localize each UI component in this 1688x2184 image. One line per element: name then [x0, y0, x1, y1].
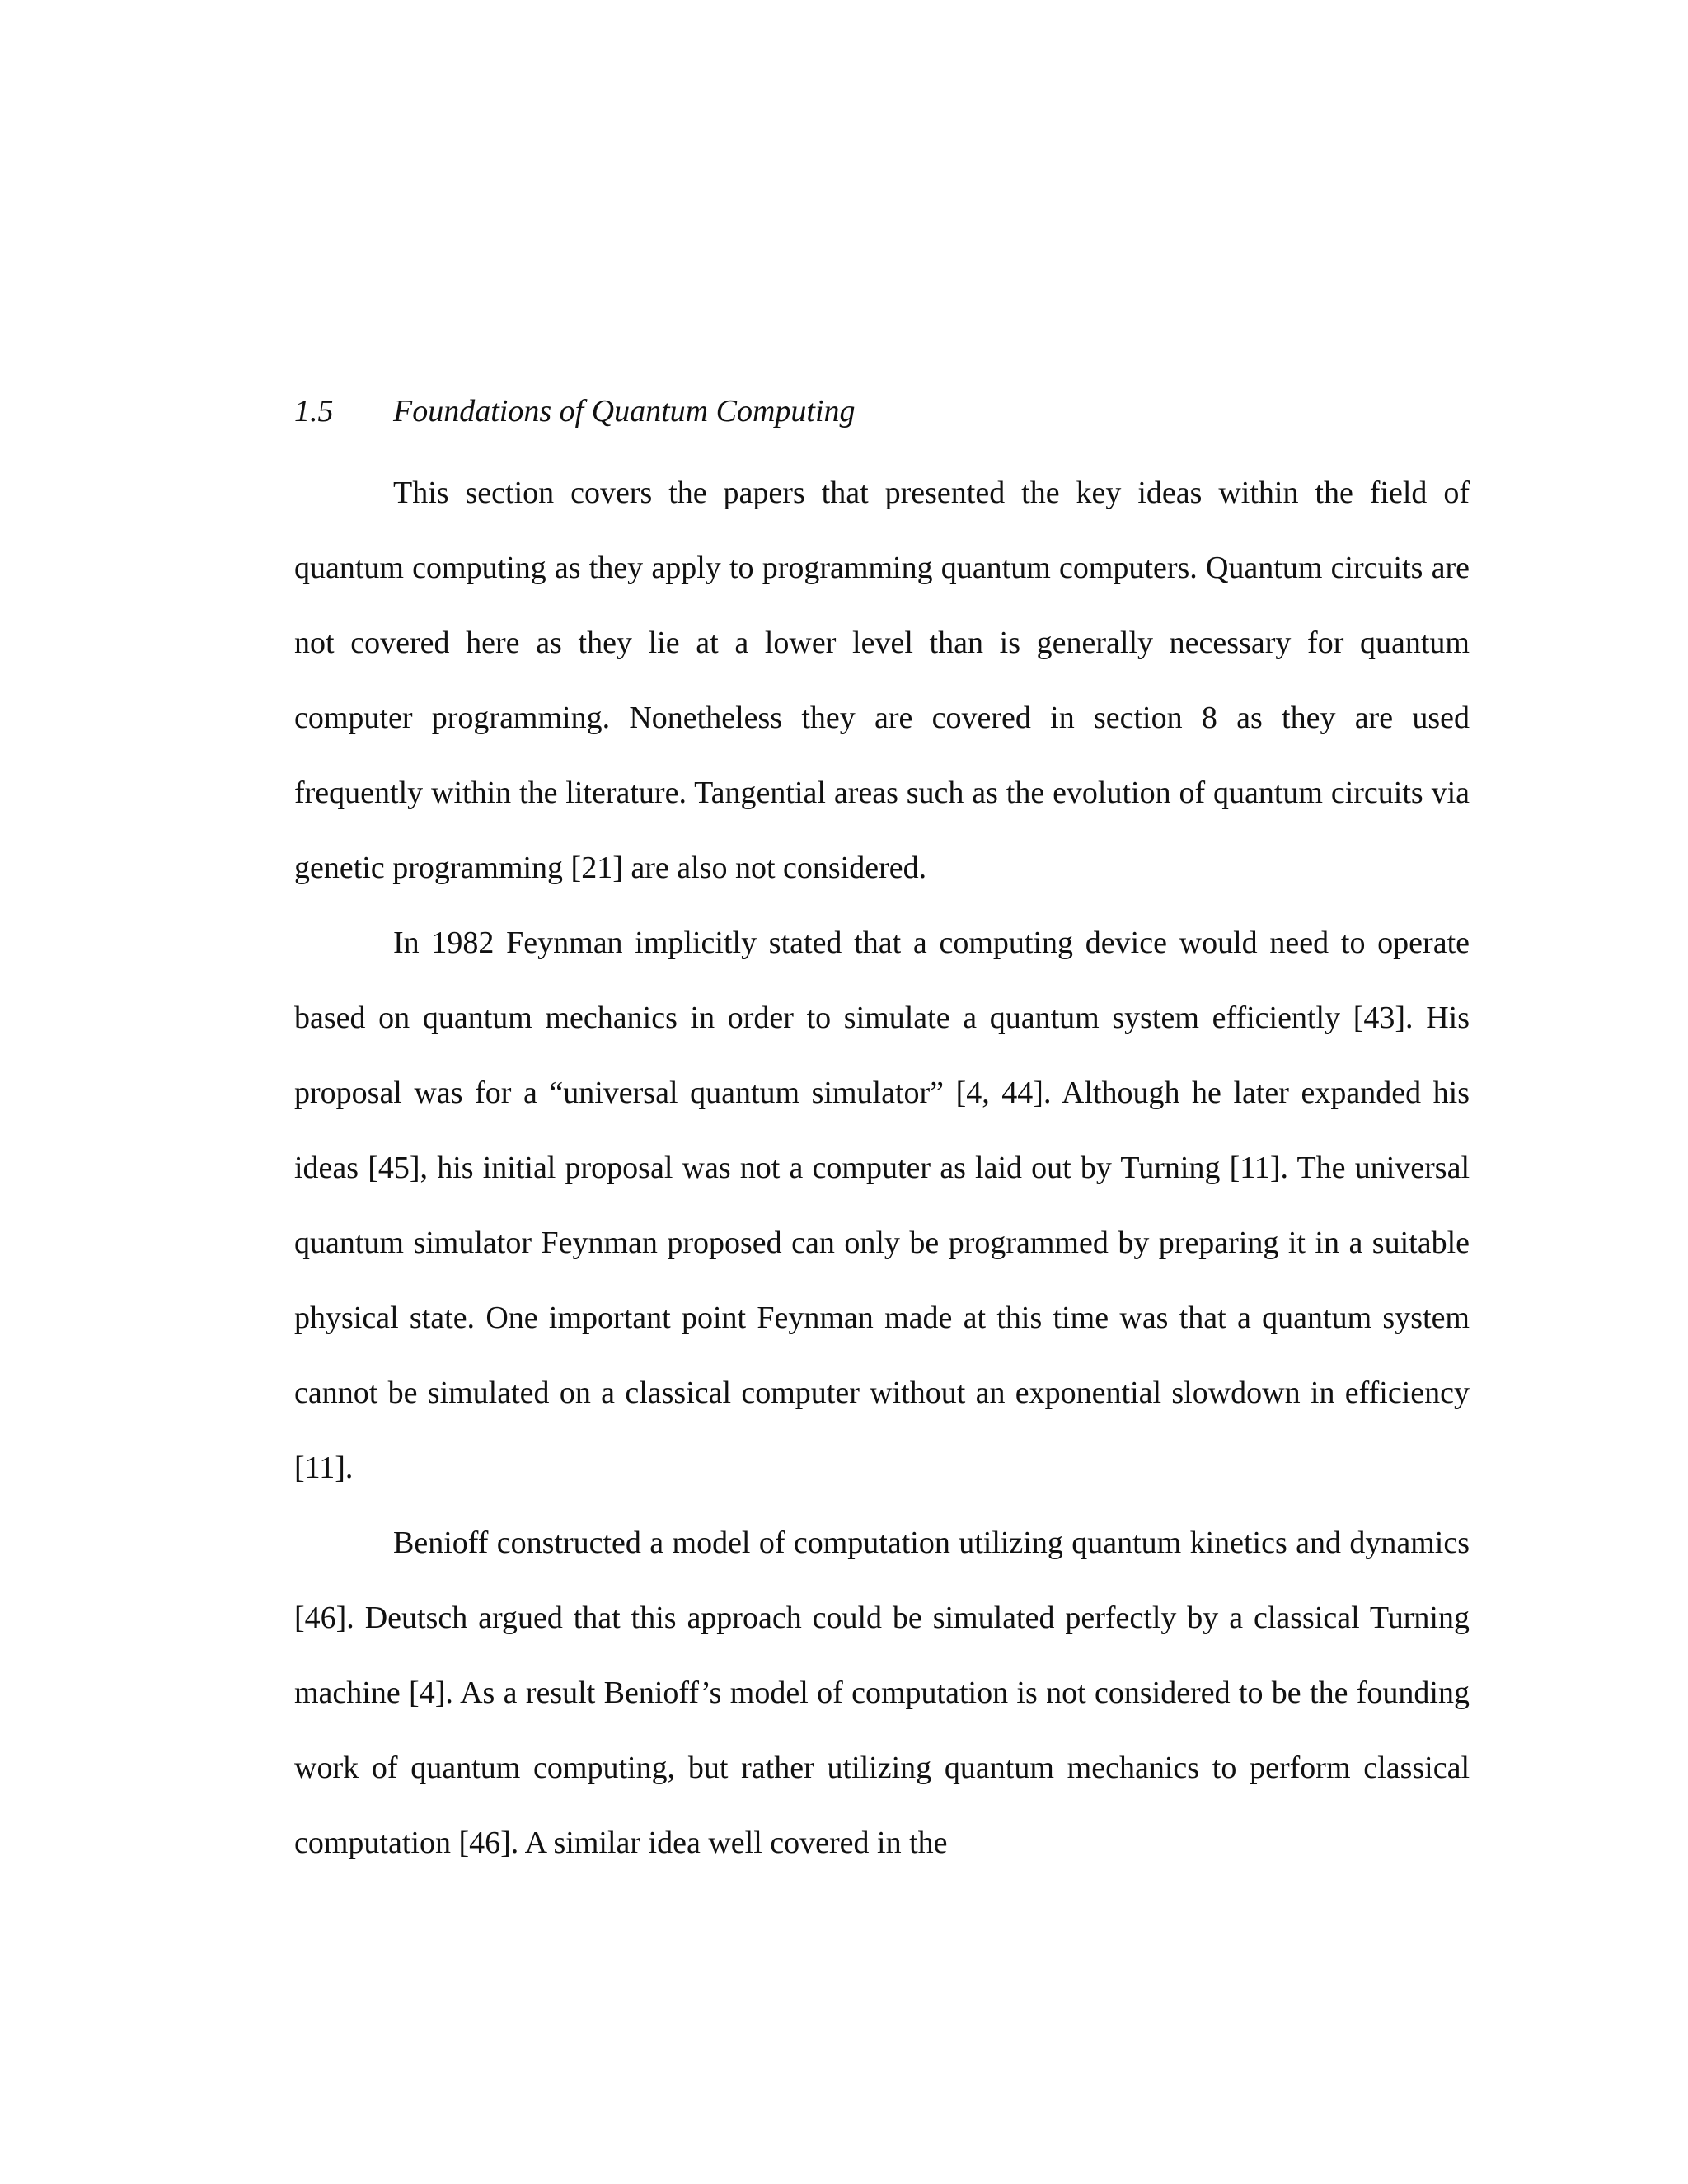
paragraph-benioff: Benioff constructed a model of computation utilizing quantum kinetics and dynamics [46]. Deutsch argued that this approach could be simulated perfectly by a classical Turning machine [4]. As a result Benioff’s model of computation is not considered to be the founding work of quantum computing, but rather utilizing quantum mechanics to perform classical computation [46]. A similar idea well covered in the — [294, 1526, 1470, 1860]
paragraph-scope: This section covers the papers that presented the key ideas within the field of quantum computing as they apply to programming quantum computers. Quantum circuits are not covered here as they lie at a lower level than is generally necessary for quantum computer programming. Nonetheless they are covered in section 8 as they are used frequently within the literature. Tangential areas such as the evolution of quantum circuits via genetic programming [21] are also not considered. — [294, 476, 1470, 885]
body-text — [294, 381, 1470, 1881]
paragraph-feynman: In 1982 Feynman implicitly stated that a computing device would need to operate based on quantum mechanics in order to simulate a quantum system efficiently [43]. His proposal was for a “universal quantum simulator” [4, 44]. Although he later expanded his ideas [45], his initial proposal was not a computer as laid out by Turning [11]. The universal quantum simulator Feynman proposed can only be programmed by preparing it in a suitable physical state. One important point Feynman made at this time was that a quantum system cannot be simulated on a classical computer without an exponential slowdown in efficiency [11]. — [294, 926, 1470, 1485]
section-title: Foundations of Quantum Computing — [393, 394, 856, 429]
section-heading — [294, 381, 1470, 442]
section-number: 1.5 — [294, 394, 334, 429]
